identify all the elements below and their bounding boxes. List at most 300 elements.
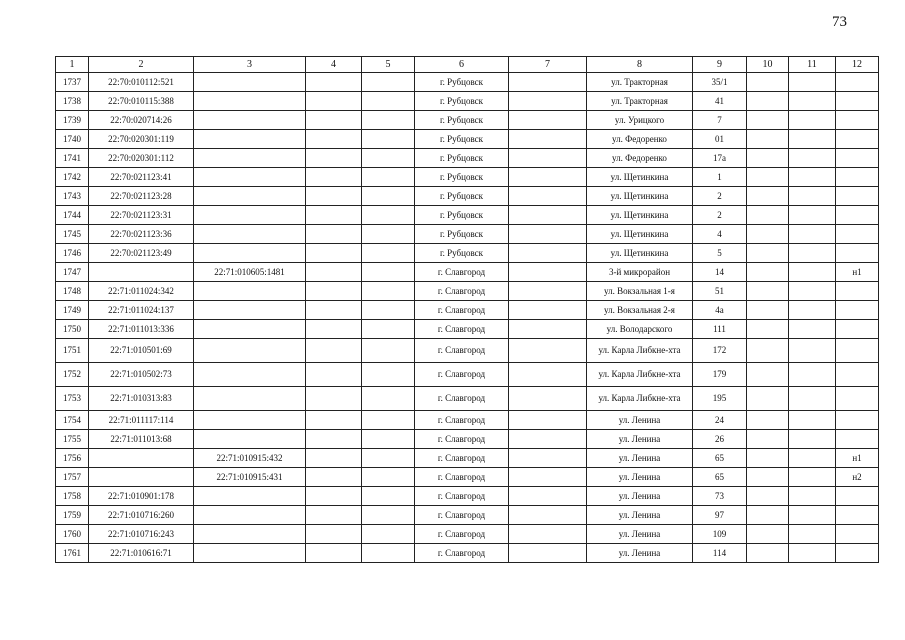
house-number-cell: 179 — [693, 363, 747, 387]
column-5-cell — [362, 225, 415, 244]
column-5-cell — [362, 73, 415, 92]
row-number-cell: 1741 — [56, 149, 89, 168]
city-cell: г. Славгород — [415, 487, 509, 506]
column-7-cell — [509, 411, 587, 430]
house-number-cell: 111 — [693, 320, 747, 339]
table-row — [56, 525, 879, 544]
row-number-cell: 1753 — [56, 387, 89, 411]
table-row — [56, 387, 879, 411]
table-row — [56, 92, 879, 111]
header-row — [56, 57, 879, 73]
cadastral-number-alt-cell — [194, 92, 306, 111]
column-11-cell — [789, 363, 836, 387]
page-number: 73 — [832, 14, 847, 30]
table-row — [56, 263, 879, 282]
column-7-cell — [509, 263, 587, 282]
house-number-cell: 4а — [693, 301, 747, 320]
column-10-cell — [747, 449, 789, 468]
cadastral-number-cell — [89, 468, 194, 487]
cadastral-number-alt-cell — [194, 411, 306, 430]
cadastral-number-cell: 22:71:010716:243 — [89, 525, 194, 544]
column-11-cell — [789, 320, 836, 339]
row-number-cell: 1743 — [56, 187, 89, 206]
column-4-cell — [306, 225, 362, 244]
column-header: 1 — [56, 57, 89, 73]
cadastral-number-alt-cell — [194, 187, 306, 206]
cadastral-number-alt-cell — [194, 168, 306, 187]
street-cell: ул. Ленина — [587, 506, 693, 525]
house-number-cell: 24 — [693, 411, 747, 430]
column-10-cell — [747, 73, 789, 92]
row-number-cell: 1737 — [56, 73, 89, 92]
city-cell: г. Славгород — [415, 544, 509, 563]
note-cell: н2 — [836, 468, 879, 487]
cadastral-number-cell: 22:70:021123:41 — [89, 168, 194, 187]
register-table — [55, 56, 879, 563]
house-number-cell: 65 — [693, 468, 747, 487]
cadastral-number-alt-cell: 22:71:010605:1481 — [194, 263, 306, 282]
city-cell: г. Славгород — [415, 411, 509, 430]
column-4-cell — [306, 430, 362, 449]
column-7-cell — [509, 544, 587, 563]
street-cell: ул. Тракторная — [587, 92, 693, 111]
row-number-cell: 1758 — [56, 487, 89, 506]
cadastral-number-alt-cell — [194, 544, 306, 563]
house-number-cell: 172 — [693, 339, 747, 363]
column-10-cell — [747, 320, 789, 339]
cadastral-number-alt-cell: 22:71:010915:431 — [194, 468, 306, 487]
city-cell: г. Рубцовск — [415, 225, 509, 244]
column-header: 2 — [89, 57, 194, 73]
column-header: 6 — [415, 57, 509, 73]
column-10-cell — [747, 468, 789, 487]
column-header: 4 — [306, 57, 362, 73]
house-number-cell: 51 — [693, 282, 747, 301]
column-7-cell — [509, 206, 587, 225]
street-cell: ул. Щетинкина — [587, 187, 693, 206]
street-cell: ул. Ленина — [587, 430, 693, 449]
house-number-cell: 17а — [693, 149, 747, 168]
cadastral-number-cell: 22:71:011117:114 — [89, 411, 194, 430]
column-10-cell — [747, 225, 789, 244]
cadastral-number-alt-cell — [194, 387, 306, 411]
column-10-cell — [747, 168, 789, 187]
table-row — [56, 320, 879, 339]
row-number-cell: 1754 — [56, 411, 89, 430]
column-7-cell — [509, 430, 587, 449]
column-7-cell — [509, 168, 587, 187]
column-10-cell — [747, 430, 789, 449]
house-number-cell: 65 — [693, 449, 747, 468]
table-row — [56, 301, 879, 320]
street-cell: ул. Володарского — [587, 320, 693, 339]
row-number-cell: 1749 — [56, 301, 89, 320]
row-number-cell: 1739 — [56, 111, 89, 130]
cadastral-number-cell: 22:71:011024:137 — [89, 301, 194, 320]
row-number-cell: 1738 — [56, 92, 89, 111]
column-7-cell — [509, 387, 587, 411]
table-row — [56, 206, 879, 225]
city-cell: г. Славгород — [415, 282, 509, 301]
note-cell — [836, 244, 879, 263]
table-row — [56, 411, 879, 430]
street-cell: 3-й микрорайон — [587, 263, 693, 282]
row-number-cell: 1751 — [56, 339, 89, 363]
street-cell: ул. Ленина — [587, 525, 693, 544]
column-11-cell — [789, 411, 836, 430]
column-4-cell — [306, 449, 362, 468]
column-4-cell — [306, 111, 362, 130]
column-11-cell — [789, 506, 836, 525]
column-5-cell — [362, 187, 415, 206]
cadastral-number-cell: 22:71:010616:71 — [89, 544, 194, 563]
column-5-cell — [362, 339, 415, 363]
row-number-cell: 1744 — [56, 206, 89, 225]
cadastral-number-alt-cell: 22:71:010915:432 — [194, 449, 306, 468]
street-cell: ул. Федоренко — [587, 149, 693, 168]
note-cell — [836, 411, 879, 430]
street-cell: ул. Щетинкина — [587, 225, 693, 244]
column-10-cell — [747, 111, 789, 130]
note-cell — [836, 225, 879, 244]
note-cell — [836, 487, 879, 506]
house-number-cell: 4 — [693, 225, 747, 244]
city-cell: г. Славгород — [415, 449, 509, 468]
street-cell: ул. Ленина — [587, 487, 693, 506]
row-number-cell: 1761 — [56, 544, 89, 563]
column-header: 12 — [836, 57, 879, 73]
note-cell: н1 — [836, 263, 879, 282]
street-cell: ул. Федоренко — [587, 130, 693, 149]
column-11-cell — [789, 149, 836, 168]
table-row — [56, 168, 879, 187]
column-5-cell — [362, 411, 415, 430]
column-5-cell — [362, 111, 415, 130]
note-cell — [836, 149, 879, 168]
cadastral-number-cell: 22:70:010112:521 — [89, 73, 194, 92]
column-5-cell — [362, 206, 415, 225]
city-cell: г. Славгород — [415, 363, 509, 387]
cadastral-number-alt-cell — [194, 363, 306, 387]
column-4-cell — [306, 282, 362, 301]
note-cell — [836, 73, 879, 92]
city-cell: г. Рубцовск — [415, 149, 509, 168]
column-4-cell — [306, 320, 362, 339]
table-row — [56, 468, 879, 487]
cadastral-number-cell — [89, 263, 194, 282]
column-7-cell — [509, 468, 587, 487]
cadastral-number-cell: 22:71:010313:83 — [89, 387, 194, 411]
column-7-cell — [509, 73, 587, 92]
cadastral-number-cell: 22:70:021123:31 — [89, 206, 194, 225]
note-cell — [836, 544, 879, 563]
column-5-cell — [362, 168, 415, 187]
column-7-cell — [509, 92, 587, 111]
row-number-cell: 1757 — [56, 468, 89, 487]
column-4-cell — [306, 301, 362, 320]
column-11-cell — [789, 301, 836, 320]
cadastral-number-alt-cell — [194, 282, 306, 301]
note-cell — [836, 206, 879, 225]
city-cell: г. Славгород — [415, 525, 509, 544]
column-4-cell — [306, 468, 362, 487]
street-cell: ул. Щетинкина — [587, 206, 693, 225]
row-number-cell: 1748 — [56, 282, 89, 301]
column-11-cell — [789, 244, 836, 263]
column-11-cell — [789, 339, 836, 363]
column-11-cell — [789, 92, 836, 111]
column-4-cell — [306, 149, 362, 168]
column-5-cell — [362, 363, 415, 387]
cadastral-number-alt-cell — [194, 111, 306, 130]
column-7-cell — [509, 111, 587, 130]
column-11-cell — [789, 187, 836, 206]
note-cell — [836, 387, 879, 411]
column-10-cell — [747, 506, 789, 525]
house-number-cell: 26 — [693, 430, 747, 449]
table-row — [56, 282, 879, 301]
cadastral-number-alt-cell — [194, 73, 306, 92]
column-7-cell — [509, 487, 587, 506]
column-11-cell — [789, 225, 836, 244]
column-4-cell — [306, 363, 362, 387]
column-header: 7 — [509, 57, 587, 73]
cadastral-number-alt-cell — [194, 244, 306, 263]
column-4-cell — [306, 73, 362, 92]
table-row — [56, 544, 879, 563]
table-row — [56, 130, 879, 149]
house-number-cell: 5 — [693, 244, 747, 263]
column-5-cell — [362, 487, 415, 506]
column-7-cell — [509, 449, 587, 468]
note-cell — [836, 506, 879, 525]
column-11-cell — [789, 430, 836, 449]
column-4-cell — [306, 411, 362, 430]
cadastral-number-alt-cell — [194, 225, 306, 244]
note-cell — [836, 187, 879, 206]
column-11-cell — [789, 449, 836, 468]
house-number-cell: 73 — [693, 487, 747, 506]
house-number-cell: 2 — [693, 187, 747, 206]
column-4-cell — [306, 544, 362, 563]
column-header: 11 — [789, 57, 836, 73]
table-row — [56, 149, 879, 168]
city-cell: г. Славгород — [415, 339, 509, 363]
column-10-cell — [747, 282, 789, 301]
column-11-cell — [789, 111, 836, 130]
street-cell: ул. Вокзальная 2-я — [587, 301, 693, 320]
cadastral-number-alt-cell — [194, 206, 306, 225]
city-cell: г. Рубцовск — [415, 244, 509, 263]
column-4-cell — [306, 130, 362, 149]
street-cell: ул. Щетинкина — [587, 244, 693, 263]
column-10-cell — [747, 301, 789, 320]
column-11-cell — [789, 206, 836, 225]
cadastral-number-alt-cell — [194, 430, 306, 449]
column-5-cell — [362, 244, 415, 263]
note-cell — [836, 282, 879, 301]
column-11-cell — [789, 468, 836, 487]
cadastral-number-alt-cell — [194, 301, 306, 320]
city-cell: г. Рубцовск — [415, 130, 509, 149]
column-10-cell — [747, 206, 789, 225]
column-5-cell — [362, 506, 415, 525]
row-number-cell: 1745 — [56, 225, 89, 244]
column-5-cell — [362, 263, 415, 282]
table-row — [56, 339, 879, 363]
column-10-cell — [747, 411, 789, 430]
column-4-cell — [306, 206, 362, 225]
house-number-cell: 195 — [693, 387, 747, 411]
column-4-cell — [306, 92, 362, 111]
column-7-cell — [509, 282, 587, 301]
city-cell: г. Славгород — [415, 506, 509, 525]
house-number-cell: 97 — [693, 506, 747, 525]
column-10-cell — [747, 487, 789, 506]
cadastral-number-cell: 22:71:010901:178 — [89, 487, 194, 506]
house-number-cell: 35/1 — [693, 73, 747, 92]
column-5-cell — [362, 449, 415, 468]
street-cell: ул. Карла Либкне-хта — [587, 363, 693, 387]
cadastral-number-cell: 22:71:010501:69 — [89, 339, 194, 363]
house-number-cell: 1 — [693, 168, 747, 187]
column-11-cell — [789, 263, 836, 282]
cadastral-number-alt-cell — [194, 149, 306, 168]
column-7-cell — [509, 525, 587, 544]
cadastral-number-alt-cell — [194, 320, 306, 339]
note-cell — [836, 320, 879, 339]
column-11-cell — [789, 130, 836, 149]
cadastral-number-cell: 22:71:010716:260 — [89, 506, 194, 525]
column-10-cell — [747, 525, 789, 544]
column-7-cell — [509, 506, 587, 525]
city-cell: г. Славгород — [415, 387, 509, 411]
cadastral-number-alt-cell — [194, 487, 306, 506]
column-5-cell — [362, 320, 415, 339]
city-cell: г. Рубцовск — [415, 168, 509, 187]
column-4-cell — [306, 263, 362, 282]
note-cell — [836, 430, 879, 449]
column-5-cell — [362, 301, 415, 320]
column-header: 8 — [587, 57, 693, 73]
cadastral-number-alt-cell — [194, 130, 306, 149]
column-header: 9 — [693, 57, 747, 73]
column-5-cell — [362, 282, 415, 301]
city-cell: г. Славгород — [415, 320, 509, 339]
column-10-cell — [747, 363, 789, 387]
table-row — [56, 244, 879, 263]
table-row — [56, 449, 879, 468]
row-number-cell: 1740 — [56, 130, 89, 149]
house-number-cell: 2 — [693, 206, 747, 225]
column-header: 10 — [747, 57, 789, 73]
cadastral-number-cell: 22:71:011024:342 — [89, 282, 194, 301]
table-row — [56, 430, 879, 449]
city-cell: г. Рубцовск — [415, 111, 509, 130]
cadastral-number-cell: 22:71:010502:73 — [89, 363, 194, 387]
column-5-cell — [362, 468, 415, 487]
column-7-cell — [509, 320, 587, 339]
cadastral-number-cell: 22:70:020301:112 — [89, 149, 194, 168]
column-4-cell — [306, 187, 362, 206]
column-4-cell — [306, 387, 362, 411]
street-cell: ул. Щетинкина — [587, 168, 693, 187]
column-4-cell — [306, 244, 362, 263]
column-10-cell — [747, 544, 789, 563]
cadastral-number-alt-cell — [194, 506, 306, 525]
column-11-cell — [789, 387, 836, 411]
street-cell: ул. Карла Либкне-хта — [587, 339, 693, 363]
city-cell: г. Славгород — [415, 468, 509, 487]
note-cell: н1 — [836, 449, 879, 468]
street-cell: ул. Урицкого — [587, 111, 693, 130]
column-4-cell — [306, 339, 362, 363]
column-7-cell — [509, 225, 587, 244]
row-number-cell: 1755 — [56, 430, 89, 449]
column-10-cell — [747, 187, 789, 206]
column-header: 3 — [194, 57, 306, 73]
cadastral-number-cell: 22:71:011013:336 — [89, 320, 194, 339]
house-number-cell: 01 — [693, 130, 747, 149]
row-number-cell: 1752 — [56, 363, 89, 387]
column-11-cell — [789, 282, 836, 301]
city-cell: г. Рубцовск — [415, 92, 509, 111]
street-cell: ул. Тракторная — [587, 73, 693, 92]
house-number-cell: 14 — [693, 263, 747, 282]
note-cell — [836, 111, 879, 130]
column-4-cell — [306, 525, 362, 544]
note-cell — [836, 339, 879, 363]
row-number-cell: 1759 — [56, 506, 89, 525]
street-cell: ул. Вокзальная 1-я — [587, 282, 693, 301]
table-row — [56, 487, 879, 506]
street-cell: ул. Ленина — [587, 544, 693, 563]
column-11-cell — [789, 168, 836, 187]
row-number-cell: 1742 — [56, 168, 89, 187]
column-7-cell — [509, 130, 587, 149]
table-row — [56, 363, 879, 387]
column-5-cell — [362, 149, 415, 168]
row-number-cell: 1760 — [56, 525, 89, 544]
column-10-cell — [747, 387, 789, 411]
cadastral-number-cell: 22:70:020714:26 — [89, 111, 194, 130]
street-cell: ул. Ленина — [587, 468, 693, 487]
column-11-cell — [789, 73, 836, 92]
note-cell — [836, 363, 879, 387]
row-number-cell: 1756 — [56, 449, 89, 468]
house-number-cell: 41 — [693, 92, 747, 111]
column-11-cell — [789, 525, 836, 544]
column-10-cell — [747, 339, 789, 363]
table-row — [56, 506, 879, 525]
city-cell: г. Рубцовск — [415, 187, 509, 206]
city-cell: г. Рубцовск — [415, 73, 509, 92]
cadastral-number-alt-cell — [194, 339, 306, 363]
column-10-cell — [747, 92, 789, 111]
column-7-cell — [509, 363, 587, 387]
column-4-cell — [306, 487, 362, 506]
table-row — [56, 187, 879, 206]
note-cell — [836, 168, 879, 187]
house-number-cell: 114 — [693, 544, 747, 563]
column-7-cell — [509, 187, 587, 206]
column-5-cell — [362, 92, 415, 111]
column-header: 5 — [362, 57, 415, 73]
note-cell — [836, 525, 879, 544]
city-cell: г. Славгород — [415, 430, 509, 449]
note-cell — [836, 92, 879, 111]
table-row — [56, 111, 879, 130]
